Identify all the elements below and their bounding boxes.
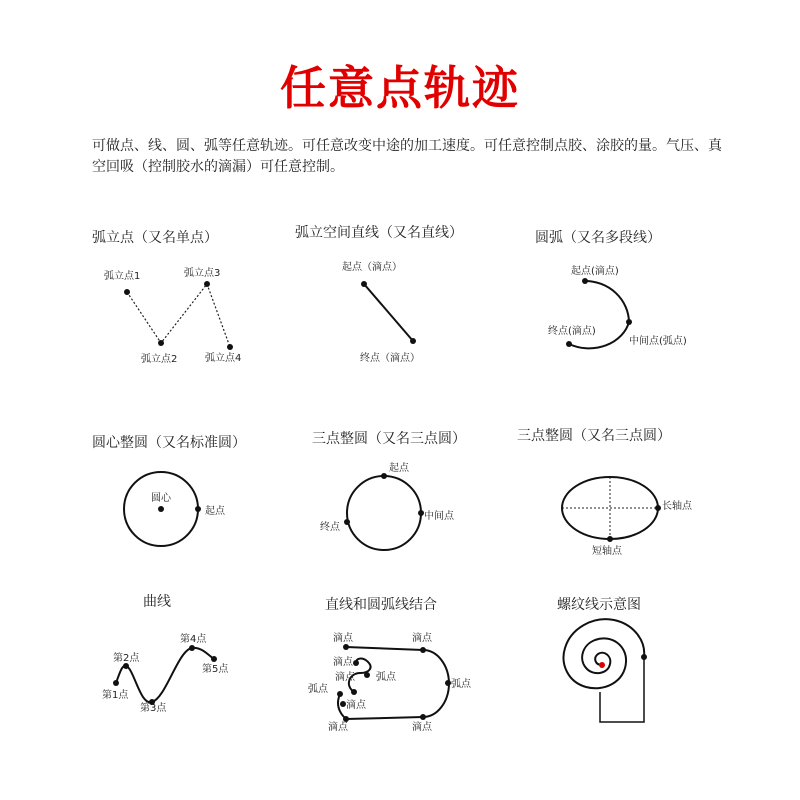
label: 滴点 bbox=[328, 722, 348, 733]
label: 滴点 bbox=[412, 722, 432, 733]
point bbox=[364, 672, 370, 678]
point bbox=[189, 645, 195, 651]
panel-three-point-circle bbox=[320, 461, 455, 550]
label: 中间点(弧点) bbox=[629, 336, 687, 347]
panel-curve bbox=[102, 632, 229, 714]
start-point bbox=[381, 473, 387, 479]
circle bbox=[347, 476, 421, 550]
caption-curve: 曲线 bbox=[143, 594, 171, 610]
caption-isolated-point: 弧立点（又名单点） bbox=[92, 230, 218, 246]
caption-space-line: 弧立空间直线（又名直线） bbox=[295, 225, 463, 241]
label: 第3点 bbox=[140, 703, 167, 714]
minor-axis-point bbox=[607, 536, 613, 542]
panel-arc bbox=[548, 264, 687, 348]
point bbox=[211, 656, 217, 662]
caption-ellipse: 三点整圆（又名三点圆） bbox=[517, 428, 671, 444]
start-point bbox=[361, 281, 367, 287]
middle-point bbox=[626, 319, 632, 325]
caption-spiral: 螺纹线示意图 bbox=[557, 597, 641, 613]
center-point bbox=[158, 506, 164, 512]
line-segment bbox=[364, 284, 413, 341]
label: 滴点 bbox=[346, 700, 366, 711]
label: 第4点 bbox=[180, 634, 207, 645]
label: 第1点 bbox=[102, 690, 129, 701]
point bbox=[113, 680, 119, 686]
point bbox=[227, 344, 233, 350]
point bbox=[204, 281, 210, 287]
label: 长轴点 bbox=[662, 501, 692, 512]
end-point bbox=[566, 341, 572, 347]
caption-line-arc-combo: 直线和圆弧线结合 bbox=[325, 597, 437, 613]
label: 弧点 bbox=[376, 672, 396, 683]
spiral-tail bbox=[600, 657, 644, 722]
label: 弧立点4 bbox=[205, 353, 242, 364]
label: 滴点 bbox=[333, 633, 353, 644]
label: 短轴点 bbox=[592, 546, 622, 557]
end-point bbox=[344, 519, 350, 525]
point bbox=[351, 689, 357, 695]
caption-three-point-circle: 三点整圆（又名三点圆） bbox=[312, 431, 466, 447]
panel-spiral bbox=[564, 619, 647, 722]
point bbox=[353, 660, 359, 666]
label: 弧立点3 bbox=[184, 268, 221, 279]
panel-line-arc-combo bbox=[308, 631, 472, 733]
panel-isolated-points bbox=[104, 266, 241, 365]
end-point bbox=[410, 338, 416, 344]
label: 滴点 bbox=[333, 657, 353, 668]
caption-arc: 圆弧（又名多段线） bbox=[535, 230, 661, 246]
start-point bbox=[195, 506, 201, 512]
point bbox=[337, 691, 343, 697]
arc-path bbox=[569, 281, 629, 348]
label: 第5点 bbox=[202, 664, 229, 675]
label: 滴点 bbox=[412, 633, 432, 644]
point bbox=[343, 644, 349, 650]
center-point bbox=[599, 662, 605, 668]
panel-ellipse bbox=[562, 477, 693, 557]
major-axis-point bbox=[655, 505, 661, 511]
label: 弧点 bbox=[308, 684, 328, 695]
panel-center-circle bbox=[124, 472, 226, 546]
point bbox=[420, 647, 426, 653]
label: 起点（滴点） bbox=[342, 262, 402, 273]
label: 中间点 bbox=[424, 511, 454, 522]
label: 滴点 bbox=[335, 672, 355, 683]
label: 起点 bbox=[205, 506, 225, 517]
label: 弧立点1 bbox=[104, 271, 141, 282]
panel-space-line bbox=[342, 260, 420, 364]
label: 终点(滴点) bbox=[548, 326, 596, 337]
description: 可做点、线、圆、弧等任意轨迹。可任意改变中途的加工速度。可任意控制点胶、涂胶的量。气压、真空回吸（控制胶水的滴漏）可任意控制。 bbox=[92, 138, 722, 175]
spiral-path bbox=[564, 619, 645, 688]
label: 弧点 bbox=[451, 679, 471, 690]
label: 起点 bbox=[389, 463, 409, 474]
page-title: 任意点轨迹 bbox=[280, 61, 520, 115]
dotted-path bbox=[127, 284, 230, 347]
label: 弧立点2 bbox=[141, 354, 178, 365]
start-point bbox=[582, 278, 588, 284]
point bbox=[158, 340, 164, 346]
point bbox=[420, 714, 426, 720]
label: 终点（滴点） bbox=[360, 353, 420, 364]
label: 起点(滴点) bbox=[571, 266, 619, 277]
label: 终点 bbox=[320, 522, 340, 533]
label: 第2点 bbox=[113, 653, 140, 664]
caption-center-circle: 圆心整圆（又名标准圆） bbox=[92, 435, 246, 451]
point bbox=[124, 289, 130, 295]
label: 圆心 bbox=[151, 493, 171, 504]
point bbox=[641, 654, 647, 660]
